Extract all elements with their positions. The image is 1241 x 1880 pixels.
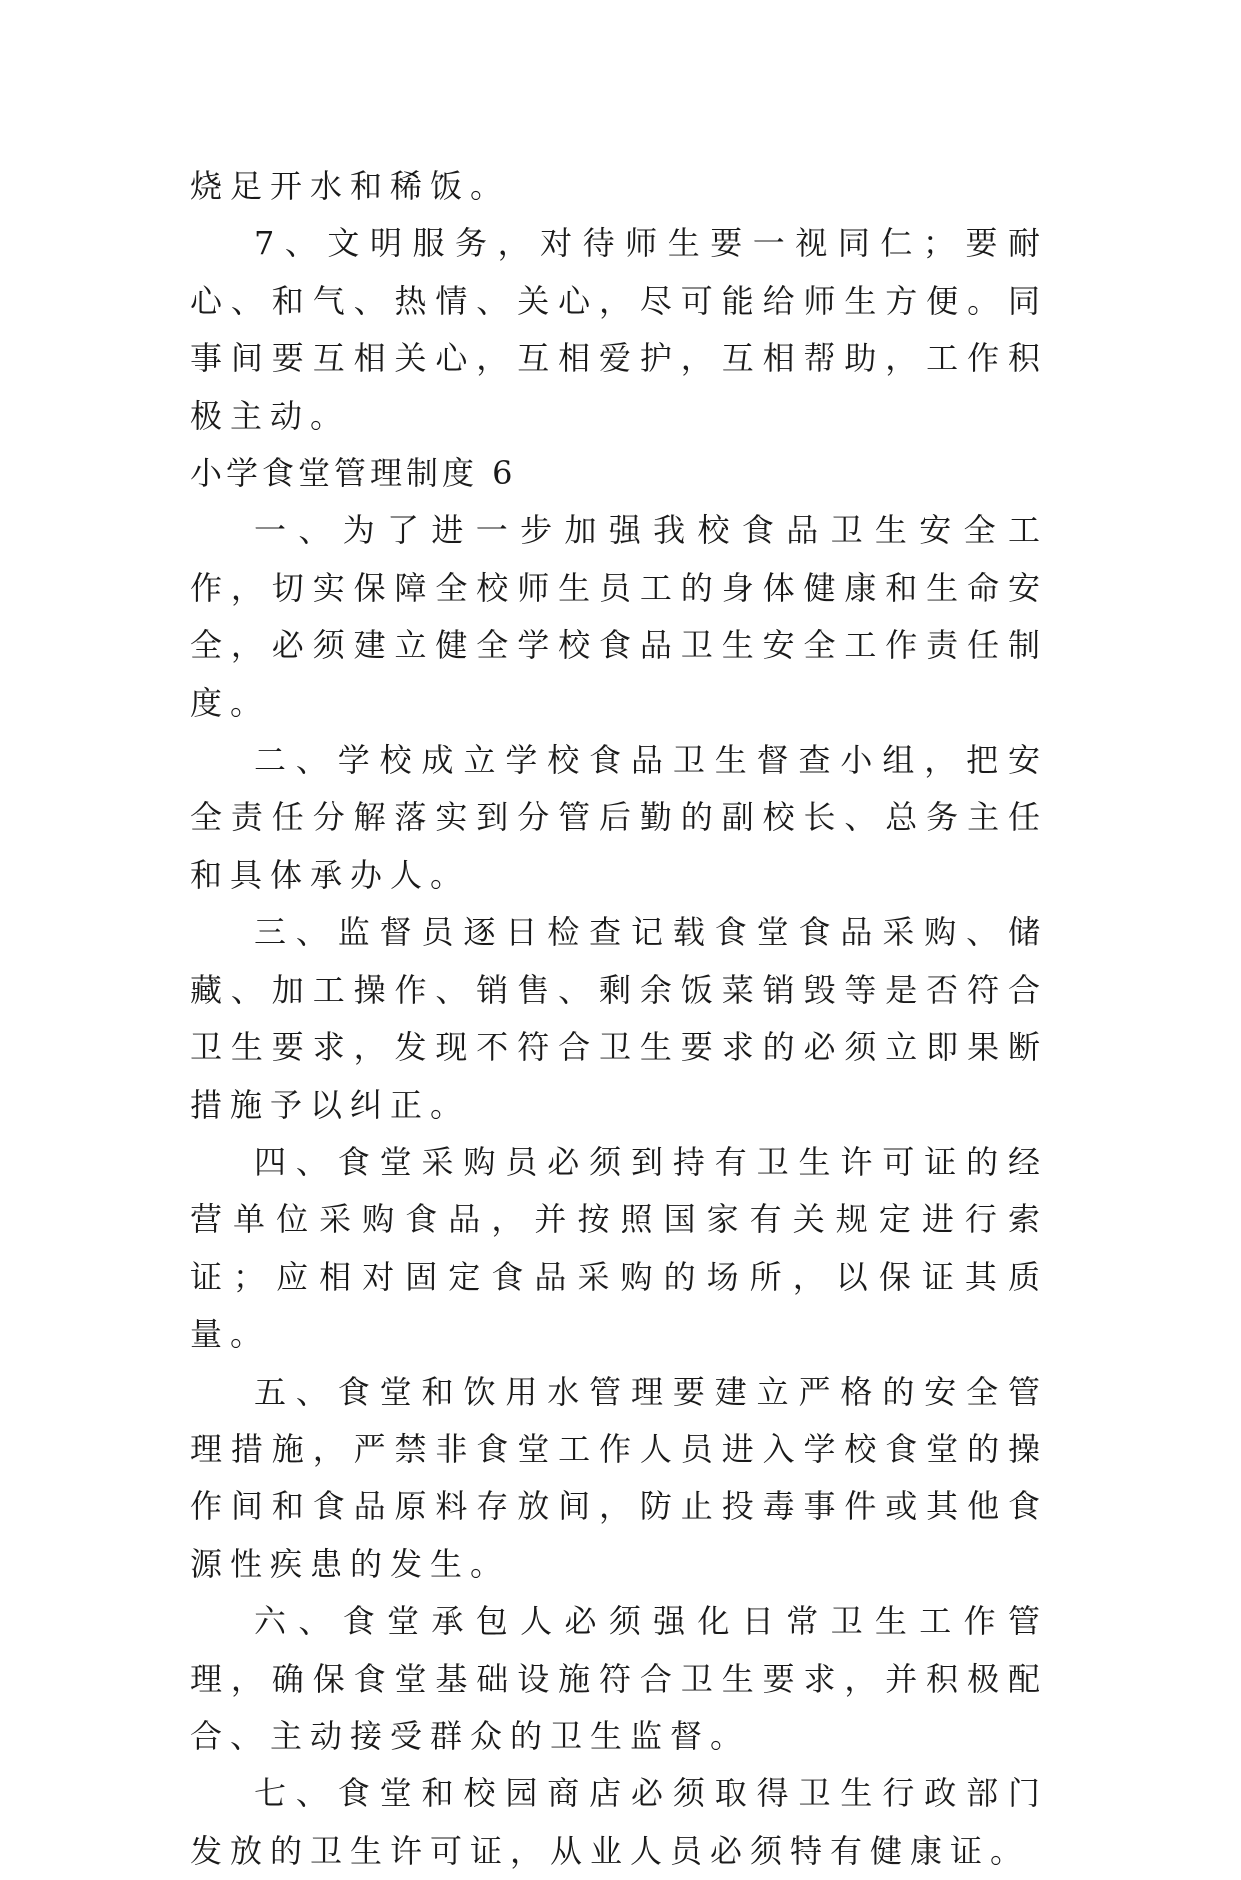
paragraph-item-7: 7、文明服务，对待师生要一视同仁；要耐心、和气、热情、关心，尽可能给师生方便。同事间要互相关心，互相爱护，互相帮助，工作积极主动。: [190, 224, 1048, 435]
paragraph-item-1: 一、为了进一步加强我校食品卫生安全工作，切实保障全校师生员工的身体健康和生命安全，必须建立健全学校食品卫生安全工作责任制度。: [190, 511, 1048, 722]
paragraph-item-3: 三、监督员逐日检查记载食堂食品采购、储藏、加工操作、销售、剩余饭菜销毁等是否符合卫生要求，发现不符合卫生要求的必须立即果断措施予以纠正。: [190, 913, 1048, 1124]
paragraph-item-7b: 七、食堂和校园商店必须取得卫生行政部门发放的卫生许可证，从业人员必须特有健康证。: [190, 1774, 1048, 1870]
section-heading: 小学食堂管理制度 6: [190, 454, 517, 493]
paragraph-item-2: 二、学校成立学校食品卫生督查小组，把安全责任分解落实到分管后勤的副校长、总务主任和具体承办人。: [190, 741, 1048, 894]
paragraph-item-4: 四、食堂采购员必须到持有卫生许可证的经营单位采购食品，并按照国家有关规定进行索证；应相对固定食品采购的场所，以保证其质量。: [190, 1142, 1048, 1354]
paragraph-continuation: 烧足开水和稀饭。: [190, 167, 511, 205]
paragraph-item-5: 五、食堂和饮用水管理要建立严格的安全管理措施，严禁非食堂工作人员进入学校食堂的操作间和食品原料存放间，防止投毒事件或其他食源性疾患的发生。: [190, 1372, 1048, 1583]
document-body: [190, 158, 1048, 1880]
paragraph-item-6: 六、食堂承包人必须强化日常卫生工作管理，确保食堂基础设施符合卫生要求，并积极配合、主动接受群众的卫生监督。: [190, 1602, 1048, 1755]
